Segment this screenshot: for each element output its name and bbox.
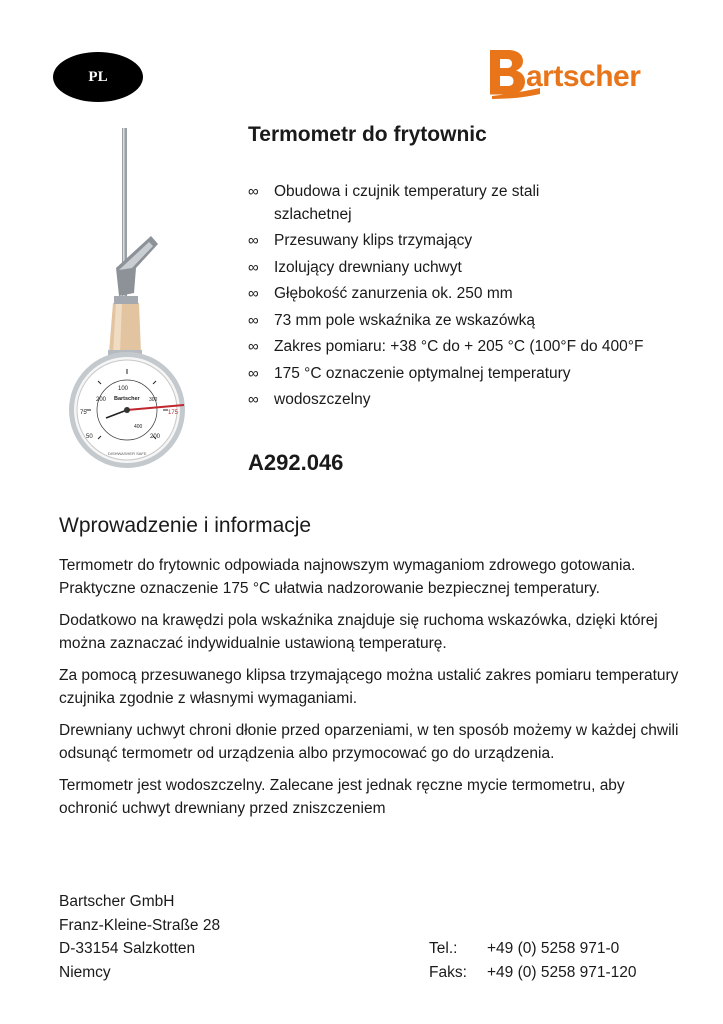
svg-text:200: 200 bbox=[150, 434, 161, 440]
infinity-bullet-icon: ∞ bbox=[248, 232, 259, 249]
infinity-bullet-icon: ∞ bbox=[248, 338, 259, 355]
language-badge: PL bbox=[53, 52, 143, 102]
svg-text:artscher: artscher bbox=[526, 60, 641, 93]
svg-text:300: 300 bbox=[149, 397, 158, 403]
svg-text:400: 400 bbox=[134, 424, 143, 430]
svg-text:200: 200 bbox=[96, 397, 107, 403]
fax-label: Faks: bbox=[429, 963, 467, 981]
paragraph: Za pomocą przesuwanego klipsa trzymającego można ustalić zakres pomiaru temperatury czujnika zgodnie z własnymi wymaganiami. bbox=[59, 667, 679, 707]
phone-number: +49 (0) 5258 971-0 bbox=[487, 940, 620, 957]
feature-item: ∞ Przesuwany klips trzymający bbox=[248, 228, 718, 255]
product-title: Termometr do frytownic bbox=[248, 123, 487, 146]
feature-item: ∞ Obudowa i czujnik temperatury ze stali szlachetnej bbox=[248, 183, 540, 223]
feature-item: ∞ wodoszczelny bbox=[248, 387, 718, 414]
feature-item: ∞ 73 mm pole wskaźnika ze wskazówką bbox=[248, 308, 718, 335]
infinity-bullet-icon: ∞ bbox=[248, 391, 259, 408]
description-body bbox=[59, 554, 679, 829]
svg-text:Bartscher: Bartscher bbox=[114, 396, 140, 402]
phone-label: Tel.: bbox=[429, 940, 458, 957]
paragraph: Drewniany uchwyt chroni dłonie przed oparzeniami, w ten sposób możemy w każdej chwili odsunąć termometr od urządzenia albo przymocować go do urządzenia. bbox=[59, 722, 679, 762]
feature-list bbox=[248, 179, 718, 414]
paragraph: Termometr do frytownic odpowiada najnowszym wymaganiom zdrowego gotowania. Praktyczne oznaczenie 175 °C ułatwia nadzorowanie bezpiecznej temperatury. bbox=[59, 557, 636, 597]
article-number: A292.046 bbox=[248, 450, 344, 475]
bartscher-logo bbox=[486, 44, 666, 102]
svg-text:50: 50 bbox=[86, 434, 93, 440]
infinity-bullet-icon: ∞ bbox=[248, 258, 259, 276]
infinity-bullet-icon: ∞ bbox=[248, 311, 259, 329]
infinity-bullet-icon: ∞ bbox=[248, 364, 259, 382]
feature-item: ∞ Głębokość zanurzenia ok. 250 mm bbox=[248, 281, 718, 308]
infinity-bullet-icon: ∞ bbox=[248, 183, 259, 200]
paragraph: Dodatkowo na krawędzi pola wskaźnika znajduje się ruchoma wskazówka, dzięki której można zaznaczać indywidualnie ustawioną temperaturę. bbox=[59, 612, 658, 652]
svg-text:75: 75 bbox=[80, 410, 87, 416]
company-street: Franz-Kleine-Straße 28 bbox=[59, 916, 221, 934]
company-footer bbox=[59, 890, 679, 984]
fax-number: +49 (0) 5258 971-120 bbox=[487, 963, 637, 981]
company-city: D-33154 Salzkotten bbox=[59, 940, 196, 957]
feature-item: ∞ Zakres pomiaru: +38 °C do + 205 °C (100°F do 400°F bbox=[248, 334, 718, 361]
company-country: Niemcy bbox=[59, 963, 111, 981]
thermometer-photo bbox=[56, 118, 206, 483]
feature-item: ∞ Izolujący drewniany uchwyt bbox=[248, 255, 718, 282]
company-name: Bartscher GmbH bbox=[59, 893, 175, 910]
section-title: Wprowadzenie i informacje bbox=[59, 514, 312, 537]
svg-text:100: 100 bbox=[118, 386, 129, 392]
infinity-bullet-icon: ∞ bbox=[248, 285, 259, 302]
svg-text:175: 175 bbox=[168, 410, 179, 416]
feature-item: ∞ 175 °C oznaczenie optymalnej temperatury bbox=[248, 361, 718, 388]
svg-text:DISHWASHER SAFE: DISHWASHER SAFE bbox=[108, 451, 147, 456]
paragraph: Termometr jest wodoszczelny. Zalecane jest jednak ręczne mycie termometru, aby ochronić uchwyt drewniany przed zniszczeniem bbox=[59, 777, 625, 817]
